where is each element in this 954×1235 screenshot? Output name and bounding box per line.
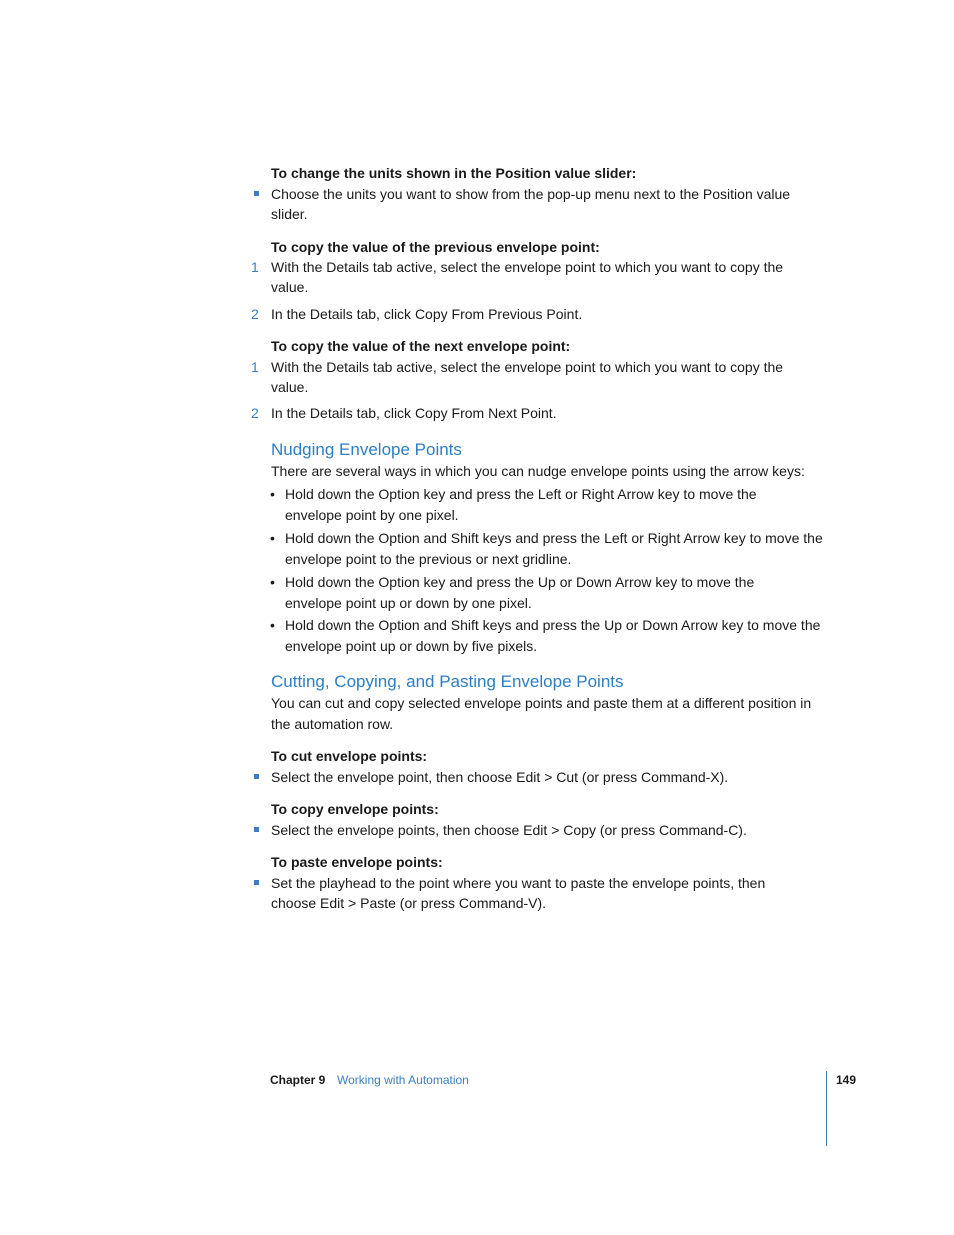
list-item: Hold down the Option key and press the Left or Right Arrow key to move the envelope point by one pixel. (285, 486, 757, 523)
step-number: 1 (251, 359, 259, 375)
task-heading-cut: To cut envelope points: (271, 748, 428, 764)
square-bullet-icon (254, 827, 259, 832)
section-heading-cutting: Cutting, Copying, and Pasting Envelope Points (271, 672, 624, 691)
step-text: In the Details tab, click Copy From Next Point. (271, 405, 557, 421)
task-heading-paste: To paste envelope points: (271, 854, 443, 870)
cutting-intro: You can cut and copy selected envelope points and paste them at a different position in the automation row. (271, 695, 812, 732)
task-heading-units: To change the units shown in the Position value slider: (271, 165, 637, 181)
step-number: 2 (251, 306, 259, 322)
step-number: 1 (251, 259, 259, 275)
task-heading-copy-previous: To copy the value of the previous envelope point: (271, 239, 600, 255)
bullet-dot-icon: • (270, 617, 275, 633)
step-text: With the Details tab active, select the envelope point to which you want to copy the value. (271, 259, 784, 295)
task-heading-copy: To copy envelope points: (271, 801, 439, 817)
nudging-intro: There are several ways in which you can nudge envelope points using the arrow keys: (271, 463, 805, 479)
list-item: Hold down the Option and Shift keys and press the Up or Down Arrow key to move the envelope point up or down by five pixels. (285, 617, 821, 654)
list-item: Hold down the Option and Shift keys and press the Left or Right Arrow key to move the envelope point to the previous or next gridline. (285, 530, 823, 567)
square-bullet-icon (254, 880, 259, 885)
footer-divider (826, 1071, 827, 1146)
bullet-text-copy: Select the envelope points, then choose Edit > Copy (or press Command-C). (271, 822, 747, 838)
footer-chapter-title: Working with Automation (337, 1073, 469, 1087)
list-item: Hold down the Option key and press the Up or Down Arrow key to move the envelope point up or down by one pixel. (285, 574, 755, 611)
bullet-dot-icon: • (270, 530, 275, 546)
section-heading-nudging: Nudging Envelope Points (271, 440, 462, 459)
page-number: 149 (836, 1073, 857, 1087)
footer-chapter: Chapter 9 (270, 1073, 326, 1087)
step-text: In the Details tab, click Copy From Previous Point. (271, 306, 583, 322)
task-heading-copy-next: To copy the value of the next envelope point: (271, 338, 571, 354)
step-number: 2 (251, 405, 259, 421)
bullet-dot-icon: • (270, 486, 275, 502)
step-text: With the Details tab active, select the envelope point to which you want to copy the value. (271, 359, 784, 395)
bullet-text-paste: Set the playhead to the point where you want to paste the envelope points, then choose Edit > Paste (or press Command-V). (271, 875, 766, 911)
bullet-text-cut: Select the envelope point, then choose Edit > Cut (or press Command-X). (271, 769, 729, 785)
square-bullet-icon (254, 774, 259, 779)
bullet-dot-icon: • (270, 574, 275, 590)
bullet-text-units: Choose the units you want to show from the pop-up menu next to the Position value slider. (271, 186, 791, 222)
square-bullet-icon (254, 191, 259, 196)
